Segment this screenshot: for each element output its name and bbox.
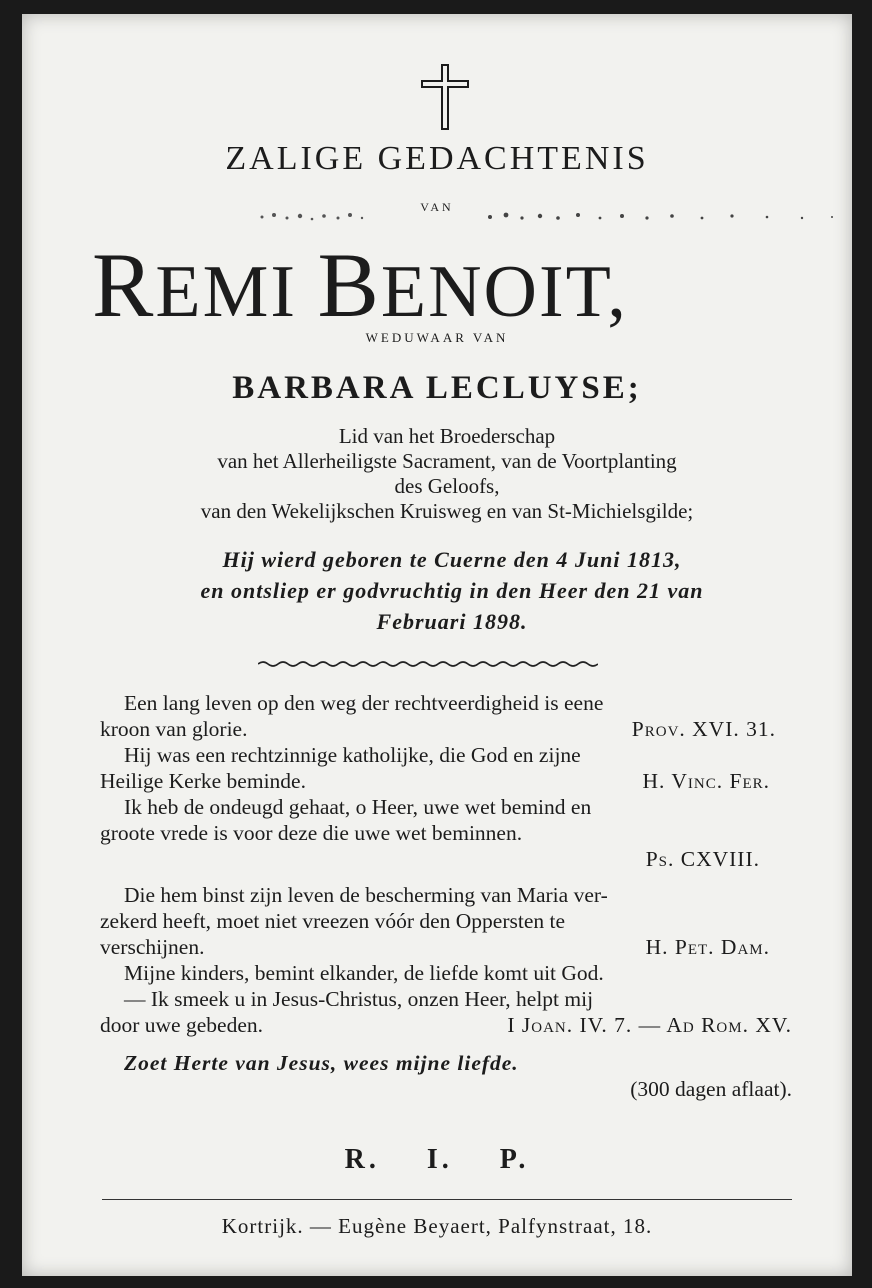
quote bbox=[100, 794, 800, 872]
heading: ZALIGE GEDACHTENIS bbox=[225, 140, 649, 177]
widower-label: WEDUWAAR VAN bbox=[365, 330, 509, 345]
quote-source: I Joan. IV. 7. — Ad Rom. XV. bbox=[507, 1013, 792, 1037]
quote-line: zekerd heeft, moet niet vreezen vóór den Oppersten te bbox=[100, 909, 566, 933]
quote-line: Ik heb de ondeugd gehaat, o Heer, uwe wet bemind en bbox=[124, 795, 592, 819]
quote-line: groote vrede is voor deze die uwe wet beminnen. bbox=[100, 821, 523, 845]
bottom-rule bbox=[102, 1199, 792, 1200]
birth-death-line: Februari 1898. bbox=[376, 609, 528, 634]
quote-line: Heilige Kerke beminde. bbox=[100, 769, 306, 793]
deceased-name: REMI BENOIT, bbox=[92, 234, 628, 336]
indulgence: (300 dagen aflaat). bbox=[630, 1077, 792, 1101]
rip: R. I. P. bbox=[344, 1144, 530, 1175]
quote-source: H. Vinc. Fer. bbox=[642, 769, 770, 793]
quote-line: Mijne kinders, bemint elkander, de liefde komt uit God. bbox=[124, 961, 604, 985]
quote-source: H. Pet. Dam. bbox=[645, 935, 770, 959]
quote-line: Hij was een rechtzinnige katholijke, die God en zijne bbox=[124, 743, 581, 767]
quote-line: kroon van glorie. bbox=[100, 717, 248, 741]
membership-line: van het Allerheiligste Sacrament, van de Voortplanting bbox=[217, 449, 677, 473]
birth-death-line: en ontsliep er godvruchtig in den Heer den 21 van bbox=[200, 578, 704, 603]
birth-death-text bbox=[92, 544, 812, 637]
cross-icon bbox=[417, 62, 473, 132]
membership-line: Lid van het Broederschap bbox=[338, 424, 556, 448]
quote-line: — Ik smeek u in Jesus-Christus, onzen Heer, helpt mij bbox=[124, 987, 594, 1011]
van-label: VAN bbox=[420, 200, 454, 214]
spouse-name: BARBARA LECLUYSE; bbox=[232, 370, 642, 406]
printer-imprint: Kortrijk. — Eugène Beyaert, Palfynstraat, 18. bbox=[221, 1214, 653, 1238]
print-speckle-right bbox=[482, 210, 842, 224]
quote-line: Een lang leven op den weg der rechtveerdigheid is eene bbox=[124, 691, 604, 715]
membership-line: van den Wekelijkschen Kruisweg en van St-Michielsgilde; bbox=[200, 499, 694, 523]
quote bbox=[100, 742, 800, 794]
wavy-divider bbox=[258, 659, 598, 669]
quote-line: verschijnen. bbox=[100, 935, 205, 959]
memorial-card bbox=[22, 14, 852, 1276]
quote bbox=[100, 882, 800, 960]
quote-line: door uwe gebeden. bbox=[100, 1013, 263, 1037]
birth-death-line: Hij wierd geboren te Cuerne den 4 Juni 1813, bbox=[222, 547, 682, 572]
quotes-section bbox=[100, 690, 800, 1102]
quote-source: Ps. CXVIII. bbox=[645, 847, 760, 871]
quote bbox=[100, 960, 800, 1038]
membership-line: des Geloofs, bbox=[394, 474, 500, 498]
quote-line: Die hem binst zijn leven de bescherming van Maria ver- bbox=[124, 883, 608, 907]
quote-source: Prov. XVI. 31. bbox=[631, 717, 776, 741]
quote bbox=[100, 690, 800, 742]
membership-text bbox=[82, 424, 812, 524]
invocation: Zoet Herte van Jesus, wees mijne liefde. bbox=[124, 1051, 519, 1075]
